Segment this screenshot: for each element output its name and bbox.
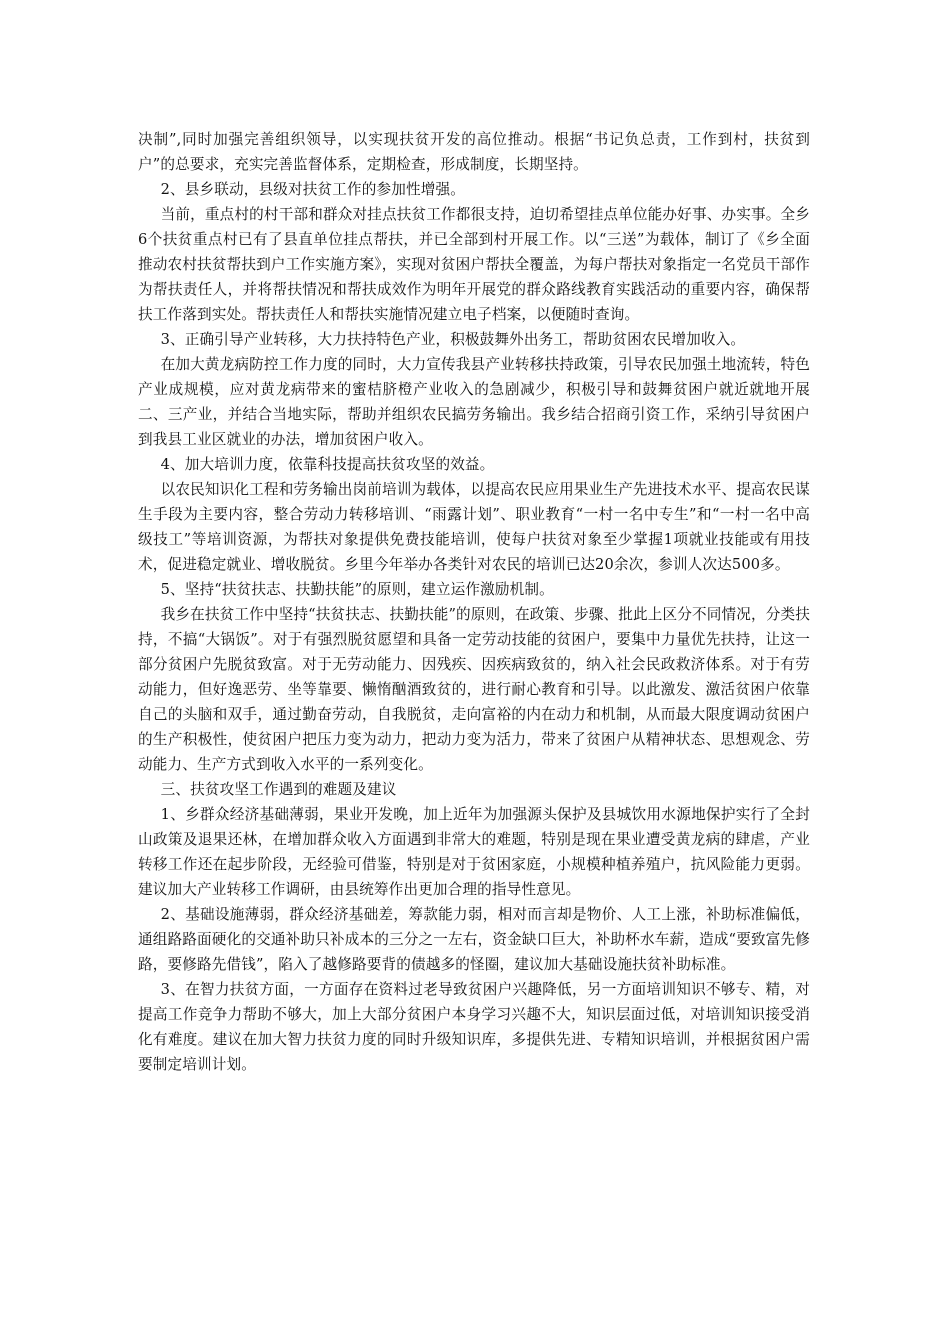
paragraph-difficulty-2: 2、基础设施薄弱，群众经济基础差，筹款能力弱，相对而言却是物价、人工上涨，补助标准偏低，通组路路面硬化的交通补助只补成本的三分之一左右，资金缺口巨大，补助杯水车薪，造成“要致富先修路，要修路先借钱”，陷入了越修路要背的债越多的怪圈，建议加大基础设施扶贫补助标准。 bbox=[138, 906, 810, 973]
chapter-heading-difficulties: 三、扶贫攻坚工作遇到的难题及建议 bbox=[160, 781, 397, 798]
section-heading-incentive: 5、坚持“扶贫扶志、扶勤扶能”的原则，建立运作激励机制。 bbox=[160, 581, 554, 598]
paragraph-county-linkage: 当前，重点村的村干部和群众对挂点扶贫工作都很支持，迫切希望挂点单位能办好事、办实事。全乡6个扶贫重点村已有了县直单位挂点帮扶，并已全部到村开展工作。以“三送”为载体，制订了《乡全面推动农村扶贫帮扶到户工作实施方案》，实现对贫困户帮扶全覆盖，为每户帮扶对象指定一名党员干部作为帮扶责任人，并将帮扶情况和帮扶成效作为明年开展党的群众路线教育实践活动的重要内容，确保帮扶工作落到实处。帮扶责任人和帮扶实施情况建立电子档案，以便随时查询。 bbox=[138, 206, 810, 323]
paragraph-difficulty-3: 3、在智力扶贫方面，一方面存在资料过老导致贫困户兴趣降低，另一方面培训知识不够专、精，对提高工作竞争力帮助不够大，加上大部分贫困户本身学习兴趣不大，知识层面过低，对培训知识接受消化有难度。建议在加大智力扶贫力度的同时升级知识库，多提供先进、专精知识培训，并根据贫困户需要制定培训计划。 bbox=[138, 981, 810, 1073]
section-heading-county-linkage: 2、县乡联动，县级对扶贫工作的参加性增强。 bbox=[160, 181, 465, 198]
paragraph-continuation: 决制”,同时加强完善组织领导，以实现扶贫开发的高位推动。根据“书记负总责，工作到村，扶贫到户”的总要求，充实完善监督体系，定期检查，形成制度，长期坚持。 bbox=[138, 131, 810, 173]
document-body bbox=[138, 127, 810, 1077]
paragraph-training: 以农民知识化工程和劳务输出岗前培训为载体，以提高农民应用果业生产先进技术水平、提高农民谋生手段为主要内容，整合劳动力转移培训、“雨露计划”、职业教育“一村一名中专生”和“一村一名中高级技工”等培训资源，为帮扶对象提供免费技能培训，使每户扶贫对象至少掌握1项就业技能或有用技术，促进稳定就业、增收脱贫。乡里今年举办各类针对农民的培训已达20余次，参训人次达500多。 bbox=[138, 481, 810, 573]
paragraph-difficulty-1: 1、乡群众经济基础薄弱，果业开发晚，加上近年为加强源头保护及县城饮用水源地保护实行了全封山政策及退果还林，在增加群众收入方面遇到非常大的难题，特别是现在果业遭受黄龙病的肆虐，产业转移工作还在起步阶段，无经验可借鉴，特别是对于贫困家庭，小规模种植养殖户，抗风险能力更弱。建议加大产业转移工作调研，由县统筹作出更加合理的指导性意见。 bbox=[138, 806, 810, 898]
section-heading-industry-transfer: 3、正确引导产业转移，大力扶持特色产业，积极鼓舞外出务工，帮助贫困农民增加收入。 bbox=[160, 331, 746, 348]
section-heading-training: 4、加大培训力度，依靠科技提高扶贫攻坚的效益。 bbox=[160, 456, 495, 473]
paragraph-industry-transfer: 在加大黄龙病防控工作力度的同时，大力宣传我县产业转移扶持政策，引导农民加强土地流转，特色产业成规模，应对黄龙病带来的蜜桔脐橙产业收入的急剧减少，积极引导和鼓舞贫困户就近就地开展二、三产业，并结合当地实际，帮助并组织农民搞劳务输出。我乡结合招商引资工作，采纳引导贫困户到我县工业区就业的办法，增加贫困户收入。 bbox=[138, 356, 810, 448]
paragraph-incentive: 我乡在扶贫工作中坚持“扶贫扶志、扶勤扶能”的原则，在政策、步骤、批此上区分不同情况，分类扶持，不搞“大锅饭”。对于有强烈脱贫愿望和具备一定劳动技能的贫困户，要集中力量优先扶持，让这一部分贫困户先脱贫致富。对于无劳动能力、因残疾、因疾病致贫的，纳入社会民政救济体系。对于有劳动能力，但好逸恶劳、坐等靠要、懒惰酗酒致贫的，进行耐心教育和引导。以此激发、激活贫困户依靠自己的头脑和双手，通过勤奋劳动，自我脱贫，走向富裕的内在动力和机制，从而最大限度调动贫困户的生产积极性，使贫困户把压力变为动力，把动力变为活力，带来了贫困户从精神状态、思想观念、劳动能力、生产方式到收入水平的一系列变化。 bbox=[138, 606, 810, 773]
